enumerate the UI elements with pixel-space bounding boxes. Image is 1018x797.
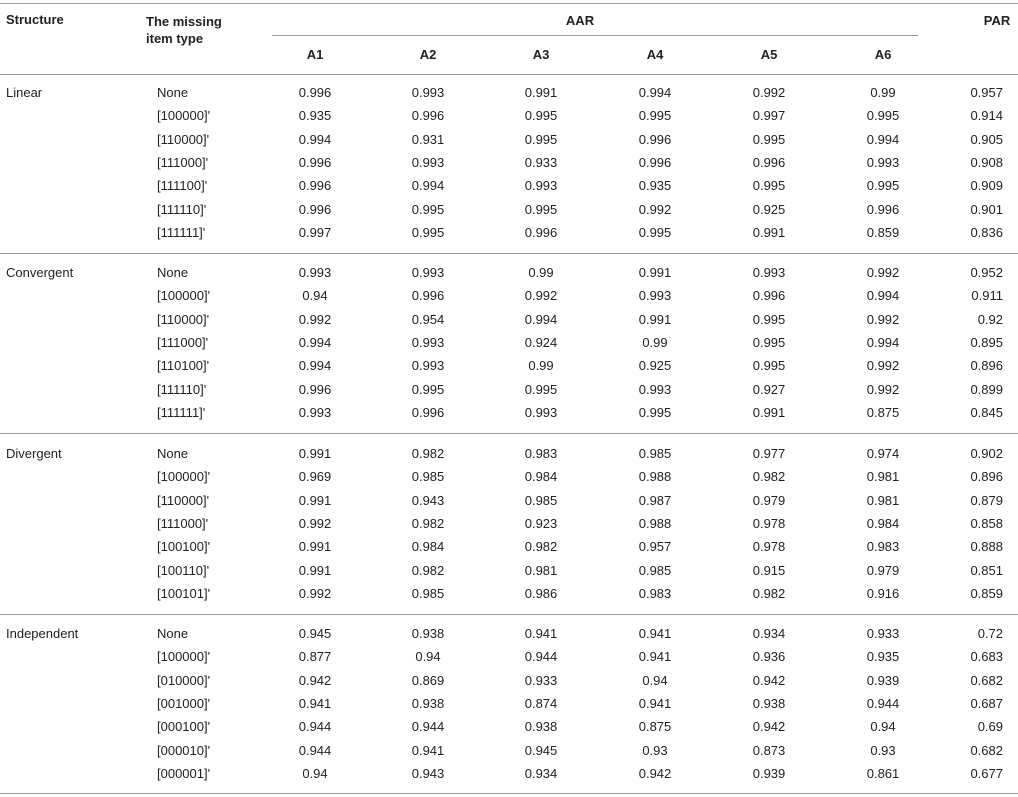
aar-cell-a3: 0.938 <box>524 719 558 735</box>
aar-cell-a5: 0.915 <box>752 562 786 578</box>
aar-cell-a5: 0.942 <box>752 672 786 688</box>
aar-cell-a6: 0.992 <box>866 381 900 397</box>
aar-cell-a5: 0.993 <box>752 265 786 280</box>
aar-cell-a6: 0.916 <box>866 585 900 601</box>
aar-cell-a3: 0.874 <box>524 695 558 711</box>
par-cell: 0.858 <box>970 515 1003 531</box>
missing-type-cell: [100000]' <box>157 469 211 485</box>
par-cell: 0.909 <box>970 178 1003 194</box>
par-cell: 0.905 <box>970 131 1003 147</box>
par-cell: 0.952 <box>970 265 1003 280</box>
aar-cell-a5: 0.938 <box>752 695 786 711</box>
aar-cell-a1: 0.991 <box>298 446 332 461</box>
aar-cell-a4: 0.99 <box>642 334 668 350</box>
group-separator <box>0 614 1018 615</box>
aar-cell-a6: 0.875 <box>866 404 900 420</box>
missing-type-cell: [111000]' <box>157 334 209 350</box>
aar-cell-a3: 0.995 <box>524 381 558 397</box>
aar-cell-a2: 0.994 <box>411 178 445 194</box>
missing-type-cell: [111000]' <box>157 515 209 531</box>
aar-cell-a2: 0.931 <box>411 131 445 147</box>
aar-cell-a1: 0.992 <box>298 311 332 327</box>
aar-cell-a3: 0.996 <box>524 224 558 240</box>
header-attr-a2: A2 <box>419 47 437 62</box>
aar-cell-a2: 0.993 <box>411 154 445 170</box>
aar-cell-a5: 0.995 <box>752 358 786 374</box>
header-structure: Structure <box>6 12 64 27</box>
aar-cell-a6: 0.974 <box>866 446 900 461</box>
aar-cell-a2: 0.944 <box>411 719 445 735</box>
missing-type-cell: None <box>157 626 189 641</box>
missing-type-cell: [001000]' <box>157 695 211 711</box>
aar-span-rule <box>272 35 918 36</box>
aar-cell-a4: 0.93 <box>642 742 668 758</box>
par-cell: 0.908 <box>970 154 1003 170</box>
header-attr-a6: A6 <box>874 47 892 62</box>
aar-cell-a6: 0.861 <box>866 765 900 781</box>
header-attr-a5: A5 <box>760 47 778 62</box>
aar-cell-a4: 0.995 <box>638 404 672 420</box>
aar-cell-a3: 0.983 <box>524 446 558 461</box>
missing-type-cell: [110100]' <box>157 358 210 374</box>
aar-cell-a1: 0.991 <box>298 492 332 508</box>
structure-label: Convergent <box>6 265 74 280</box>
missing-type-cell: [111110]' <box>157 201 207 217</box>
header-attr-a1: A1 <box>306 47 324 62</box>
aar-cell-a3: 0.944 <box>524 649 558 665</box>
aar-cell-a2: 0.993 <box>411 358 445 374</box>
aar-cell-a4: 0.935 <box>638 178 672 194</box>
aar-cell-a5: 0.995 <box>752 311 786 327</box>
aar-cell-a3: 0.991 <box>524 85 558 100</box>
aar-cell-a2: 0.943 <box>411 492 445 508</box>
aar-cell-a3: 0.933 <box>524 672 558 688</box>
aar-cell-a6: 0.939 <box>866 672 900 688</box>
aar-cell-a2: 0.996 <box>411 288 445 304</box>
aar-cell-a4: 0.957 <box>638 539 672 555</box>
aar-cell-a5: 0.997 <box>752 108 786 124</box>
group-separator <box>0 793 1018 794</box>
aar-cell-a5: 0.925 <box>752 201 786 217</box>
aar-cell-a2: 0.993 <box>411 85 445 100</box>
aar-cell-a6: 0.993 <box>866 154 900 170</box>
par-cell: 0.911 <box>971 288 1003 304</box>
aar-cell-a3: 0.924 <box>524 334 558 350</box>
aar-cell-a5: 0.873 <box>752 742 786 758</box>
aar-cell-a2: 0.984 <box>411 539 445 555</box>
aar-cell-a6: 0.994 <box>866 131 900 147</box>
missing-type-cell: [110000]' <box>157 311 210 327</box>
aar-cell-a1: 0.992 <box>298 515 332 531</box>
aar-cell-a4: 0.925 <box>638 358 672 374</box>
par-cell: 0.687 <box>970 695 1003 711</box>
aar-cell-a1: 0.94 <box>302 765 328 781</box>
aar-cell-a3: 0.992 <box>524 288 558 304</box>
aar-cell-a6: 0.935 <box>866 649 900 665</box>
aar-cell-a3: 0.995 <box>524 108 558 124</box>
par-cell: 0.901 <box>970 201 1003 217</box>
aar-cell-a1: 0.941 <box>298 695 332 711</box>
aar-cell-a3: 0.981 <box>524 562 558 578</box>
group-separator <box>0 253 1018 254</box>
aar-cell-a6: 0.99 <box>870 85 896 100</box>
aar-cell-a5: 0.995 <box>752 178 786 194</box>
par-cell: 0.859 <box>970 585 1003 601</box>
aar-cell-a4: 0.992 <box>638 201 672 217</box>
par-cell: 0.845 <box>970 404 1003 420</box>
missing-type-cell: [100110]' <box>157 562 210 578</box>
aar-cell-a4: 0.942 <box>638 765 672 781</box>
missing-type-cell: None <box>157 265 189 280</box>
aar-cell-a5: 0.996 <box>752 288 786 304</box>
aar-cell-a1: 0.992 <box>298 585 332 601</box>
aar-cell-a1: 0.877 <box>298 649 332 665</box>
aar-cell-a1: 0.944 <box>298 719 332 735</box>
aar-cell-a4: 0.993 <box>638 381 672 397</box>
aar-cell-a1: 0.997 <box>298 224 332 240</box>
missing-type-cell: [110000]' <box>157 131 210 147</box>
missing-type-cell: [111000]' <box>157 154 209 170</box>
aar-cell-a2: 0.995 <box>411 201 445 217</box>
header-attr-a4: A4 <box>646 47 664 62</box>
aar-cell-a2: 0.938 <box>411 695 445 711</box>
aar-cell-a1: 0.991 <box>298 562 332 578</box>
aar-cell-a6: 0.992 <box>866 265 900 280</box>
aar-cell-a2: 0.941 <box>411 742 445 758</box>
par-cell: 0.682 <box>970 672 1003 688</box>
par-cell: 0.677 <box>970 765 1003 781</box>
aar-cell-a3: 0.934 <box>524 765 558 781</box>
aar-cell-a2: 0.985 <box>411 469 445 485</box>
aar-cell-a1: 0.942 <box>298 672 332 688</box>
aar-cell-a5: 0.934 <box>752 626 786 641</box>
par-cell: 0.683 <box>970 649 1003 665</box>
par-cell: 0.896 <box>970 469 1003 485</box>
aar-cell-a4: 0.995 <box>638 224 672 240</box>
par-cell: 0.92 <box>977 311 1003 327</box>
aar-cell-a3: 0.941 <box>524 626 558 641</box>
aar-cell-a6: 0.933 <box>866 626 900 641</box>
aar-cell-a2: 0.954 <box>411 311 445 327</box>
missing-type-cell: [111100]' <box>157 178 208 194</box>
par-cell: 0.851 <box>970 562 1003 578</box>
par-cell: 0.836 <box>970 224 1003 240</box>
aar-cell-a1: 0.996 <box>298 178 332 194</box>
aar-cell-a6: 0.979 <box>866 562 900 578</box>
par-cell: 0.879 <box>970 492 1003 508</box>
aar-cell-a6: 0.859 <box>866 224 900 240</box>
missing-type-cell: None <box>157 85 189 100</box>
aar-cell-a3: 0.986 <box>524 585 558 601</box>
missing-type-cell: [000100]' <box>157 719 211 735</box>
aar-cell-a4: 0.941 <box>638 649 672 665</box>
aar-cell-a3: 0.945 <box>524 742 558 758</box>
aar-cell-a2: 0.995 <box>411 381 445 397</box>
aar-cell-a3: 0.993 <box>524 404 558 420</box>
structure-label: Linear <box>6 85 43 100</box>
aar-cell-a4: 0.994 <box>638 85 672 100</box>
aar-cell-a4: 0.996 <box>638 154 672 170</box>
aar-cell-a5: 0.991 <box>752 224 786 240</box>
aar-cell-a2: 0.996 <box>411 404 445 420</box>
par-cell: 0.957 <box>970 85 1003 100</box>
aar-cell-a2: 0.869 <box>411 672 445 688</box>
par-cell: 0.902 <box>970 446 1003 461</box>
header-par: PAR <box>983 13 1011 28</box>
structure-label: Independent <box>6 626 79 641</box>
missing-type-cell: [111111]' <box>157 404 206 420</box>
aar-cell-a6: 0.996 <box>866 201 900 217</box>
aar-cell-a4: 0.996 <box>638 131 672 147</box>
aar-cell-a1: 0.993 <box>298 265 332 280</box>
par-cell: 0.914 <box>970 108 1003 124</box>
missing-type-cell: [111111]' <box>157 224 206 240</box>
aar-cell-a3: 0.985 <box>524 492 558 508</box>
aar-cell-a5: 0.978 <box>752 539 786 555</box>
aar-cell-a1: 0.996 <box>298 85 332 100</box>
aar-cell-a6: 0.995 <box>866 178 900 194</box>
missing-type-cell: [100000]' <box>157 649 211 665</box>
aar-cell-a5: 0.936 <box>752 649 786 665</box>
missing-type-cell: [100101]' <box>157 585 211 601</box>
aar-cell-a1: 0.991 <box>298 539 332 555</box>
header-aar: AAR <box>565 13 595 28</box>
aar-cell-a6: 0.944 <box>866 695 900 711</box>
aar-cell-a1: 0.945 <box>298 626 332 641</box>
aar-cell-a4: 0.987 <box>638 492 672 508</box>
aar-cell-a2: 0.993 <box>411 265 445 280</box>
aar-cell-a6: 0.93 <box>870 742 896 758</box>
aar-cell-a6: 0.992 <box>866 311 900 327</box>
aar-cell-a5: 0.939 <box>752 765 786 781</box>
aar-cell-a4: 0.991 <box>638 311 672 327</box>
aar-cell-a4: 0.941 <box>638 695 672 711</box>
aar-cell-a1: 0.969 <box>298 469 332 485</box>
aar-cell-a5: 0.996 <box>752 154 786 170</box>
aar-cell-a6: 0.981 <box>866 469 900 485</box>
header-missing-type-line2: item type <box>146 31 204 46</box>
aar-cell-a5: 0.977 <box>752 446 786 461</box>
aar-cell-a2: 0.982 <box>411 446 445 461</box>
aar-cell-a4: 0.993 <box>638 288 672 304</box>
aar-cell-a2: 0.982 <box>411 562 445 578</box>
missing-type-cell: None <box>157 446 189 461</box>
aar-cell-a4: 0.985 <box>638 562 672 578</box>
aar-cell-a5: 0.982 <box>752 585 786 601</box>
missing-type-cell: [111110]' <box>157 381 207 397</box>
aar-cell-a2: 0.985 <box>411 585 445 601</box>
aar-cell-a4: 0.983 <box>638 585 672 601</box>
aar-cell-a3: 0.995 <box>524 201 558 217</box>
aar-cell-a2: 0.943 <box>411 765 445 781</box>
aar-cell-a6: 0.983 <box>866 539 900 555</box>
aar-cell-a5: 0.995 <box>752 334 786 350</box>
aar-cell-a1: 0.94 <box>302 288 328 304</box>
aar-cell-a1: 0.935 <box>298 108 332 124</box>
aar-cell-a4: 0.995 <box>638 108 672 124</box>
aar-cell-a1: 0.994 <box>298 358 332 374</box>
aar-cell-a3: 0.933 <box>524 154 558 170</box>
aar-cell-a3: 0.994 <box>524 311 558 327</box>
group-separator <box>0 433 1018 434</box>
par-cell: 0.682 <box>970 742 1003 758</box>
aar-cell-a5: 0.979 <box>752 492 786 508</box>
aar-cell-a1: 0.996 <box>298 381 332 397</box>
aar-cell-a6: 0.94 <box>870 719 896 735</box>
aar-cell-a1: 0.996 <box>298 201 332 217</box>
missing-type-cell: [010000]' <box>157 672 211 688</box>
aar-cell-a4: 0.991 <box>638 265 672 280</box>
header-missing-type-line1: The missing <box>146 14 222 29</box>
aar-cell-a1: 0.993 <box>298 404 332 420</box>
aar-cell-a3: 0.923 <box>524 515 558 531</box>
aar-cell-a3: 0.995 <box>524 131 558 147</box>
missing-type-cell: [100000]' <box>157 288 211 304</box>
structure-label: Divergent <box>6 446 62 461</box>
par-cell: 0.888 <box>970 539 1003 555</box>
aar-cell-a4: 0.941 <box>638 626 672 641</box>
par-cell: 0.896 <box>970 358 1003 374</box>
par-cell: 0.895 <box>970 334 1003 350</box>
aar-cell-a3: 0.99 <box>528 265 554 280</box>
aar-cell-a4: 0.988 <box>638 469 672 485</box>
aar-cell-a5: 0.992 <box>752 85 786 100</box>
par-cell: 0.899 <box>970 381 1003 397</box>
aar-cell-a1: 0.996 <box>298 154 332 170</box>
aar-cell-a1: 0.994 <box>298 131 332 147</box>
aar-cell-a2: 0.982 <box>411 515 445 531</box>
aar-cell-a4: 0.94 <box>642 672 668 688</box>
aar-cell-a5: 0.995 <box>752 131 786 147</box>
aar-cell-a5: 0.978 <box>752 515 786 531</box>
aar-cell-a4: 0.988 <box>638 515 672 531</box>
aar-cell-a6: 0.994 <box>866 288 900 304</box>
aar-cell-a6: 0.984 <box>866 515 900 531</box>
aar-cell-a2: 0.995 <box>411 224 445 240</box>
aar-cell-a3: 0.984 <box>524 469 558 485</box>
missing-type-cell: [000010]' <box>157 742 211 758</box>
aar-cell-a1: 0.994 <box>298 334 332 350</box>
aar-cell-a2: 0.996 <box>411 108 445 124</box>
aar-cell-a3: 0.99 <box>528 358 554 374</box>
aar-cell-a2: 0.993 <box>411 334 445 350</box>
missing-type-cell: [100000]' <box>157 108 211 124</box>
aar-cell-a5: 0.942 <box>752 719 786 735</box>
aar-cell-a3: 0.993 <box>524 178 558 194</box>
missing-type-cell: [110000]' <box>157 492 210 508</box>
par-cell: 0.69 <box>977 719 1003 735</box>
aar-cell-a4: 0.875 <box>638 719 672 735</box>
aar-cell-a3: 0.982 <box>524 539 558 555</box>
missing-type-cell: [000001]' <box>157 765 211 781</box>
aar-cell-a6: 0.981 <box>866 492 900 508</box>
header-bottom-rule <box>0 74 1018 75</box>
aar-cell-a5: 0.982 <box>752 469 786 485</box>
aar-cell-a1: 0.944 <box>298 742 332 758</box>
table-top-rule <box>0 3 1018 4</box>
aar-cell-a2: 0.94 <box>415 649 441 665</box>
aar-cell-a4: 0.985 <box>638 446 672 461</box>
aar-cell-a6: 0.994 <box>866 334 900 350</box>
aar-cell-a5: 0.991 <box>752 404 786 420</box>
aar-cell-a5: 0.927 <box>752 381 786 397</box>
aar-cell-a6: 0.995 <box>866 108 900 124</box>
missing-type-cell: [100100]' <box>157 539 211 555</box>
header-attr-a3: A3 <box>532 47 550 62</box>
aar-cell-a6: 0.992 <box>866 358 900 374</box>
par-cell: 0.72 <box>977 626 1003 641</box>
aar-cell-a2: 0.938 <box>411 626 445 641</box>
